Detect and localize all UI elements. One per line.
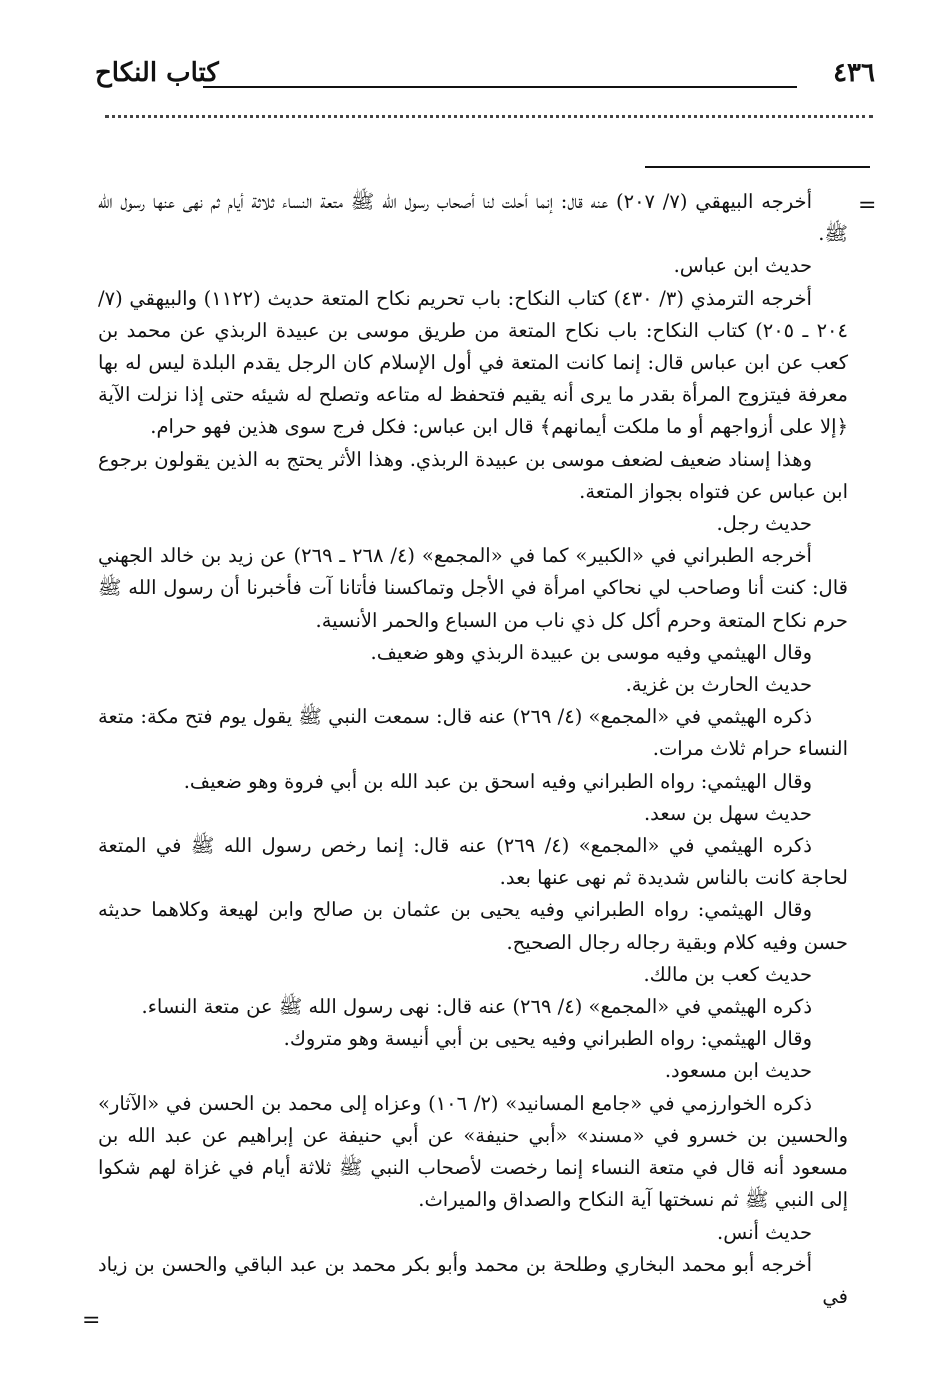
- paragraph: ذكره الخوارزمي في «جامع المسانيد» (٢/ ١٠٦) وعزاه إلى محمد بن الحسن في «الآثار» والحسين بن خسرو في «مسند» «أبي حنيفة» عن أبي حنيفة عن إبراهيم عن عبد الله بن مسعود أنه قال في متعة النساء إنما رخصت لأصحاب النبي ﷺ ثلاثة أيام في غزاة لهم شكوا إلى النبي ﷺ ثم نسختها آية النكاح والصداق والميراث.: [98, 1091, 848, 1212]
- hadith-heading: حديث رجل.: [716, 512, 812, 536]
- hadith-heading: حديث أنس.: [717, 1220, 812, 1244]
- continuation-mark-bottom: =: [82, 1308, 101, 1333]
- paragraph: وقال الهيثمي وفيه موسى بن عبيدة الربذي وهو ضعيف.: [370, 640, 812, 664]
- header-rule: [203, 86, 797, 88]
- hadith-heading: حديث ابن مسعود.: [664, 1059, 812, 1083]
- continuation-mark-top: =: [858, 193, 877, 218]
- paragraph: أخرجه الطبراني في «الكبير» كما في «المجمع» (٤/ ٢٦٨ ـ ٢٦٩) عن زيد بن خالد الجهني قال: كنت أنا وصاحب لي نحاكي امرأة في الأجل وتماكسنا فأتانا آت فأخبرنا أن رسول الله ﷺ حرم نكاح المتعة وحرم أكل كل ذي ناب من السباع والحمر الأنسية.: [98, 544, 848, 632]
- paragraph: وهذا إسناد ضعيف لضعف موسى بن عبيدة الربذي. وهذا الأثر يحتج به الذين يقولون برجوع ابن عباس عن فتواه بجواز المتعة.: [98, 447, 848, 503]
- dotted-separator: [105, 115, 873, 138]
- paragraph: أخرجه الترمذي (٣/ ٤٣٠) كتاب النكاح: باب تحريم نكاح المتعة حديث (١١٢٢) والبيهقي (٧/ ٢٠٤ ـ ٢٠٥) كتاب النكاح: باب نكاح المتعة من طريق موسى بن عبيدة الربذي عن محمد بن كعب عن ابن عباس قال: إنما كانت المتعة في أول الإسلام كان الرجل يقدم البلدة ليس له بها معرفة فيتزوج المرأة بقدر ما يرى أنه يقيم فتحفظ له متاعه وتصلح له شيئه حتى إذا نزلت الآية ﴿إلا على أزواجهم أو ما ملكت أيمانهم﴾ قال ابن عباس: فكل فرج سوى هذين فهو حرام.: [98, 286, 848, 439]
- paragraph: وقال الهيثمي: رواه الطبراني وفيه يحيى بن عثمان بن صالح وابن لهيعة وكلاهما حديثه حسن وفيه كلام وبقية رجاله رجال الصحيح.: [98, 898, 848, 954]
- footnote-rule: [645, 166, 870, 168]
- paragraph: وقال الهيثمي: رواه الطبراني وفيه يحيى بن أبي أنيسة وهو متروك.: [283, 1027, 812, 1051]
- paragraph: أخرجه أبو محمد البخاري وطلحة بن محمد وأبو بكر محمد بن عبد الباقي والحسن بن زياد في: [98, 1252, 848, 1308]
- paragraph: أخرجه البيهقي (٧/ ٢٠٧) عنه قال: إنما أحلت لنا أصحاب رسول الله ﷺ متعة النساء ثلاثة أيام ثم نهى عنها رسول الله ﷺ.: [98, 190, 848, 246]
- paragraph: وقال الهيثمي: رواه الطبراني وفيه اسحق بن عبد الله بن أبي فروة وهو ضعيف.: [183, 769, 812, 793]
- hadith-heading: حديث الحارث بن غزية.: [625, 673, 812, 697]
- paragraph: ذكره الهيثمي في «المجمع» (٤/ ٢٦٩) عنه قال: نهى رسول الله ﷺ عن متعة النساء.: [141, 995, 812, 1019]
- paragraph: ذكره الهيثمي في «المجمع» (٤/ ٢٦٩) عنه قال: سمعت النبي ﷺ يقول يوم فتح مكة: متعة النساء حرام ثلاث مرات.: [98, 705, 848, 761]
- page-header: [95, 56, 875, 96]
- footnote-body: [98, 186, 848, 1313]
- hadith-heading: حديث كعب بن مالك.: [643, 962, 812, 986]
- book-title: كتاب النكاح: [95, 58, 219, 88]
- paragraph: ذكره الهيثمي في «المجمع» (٤/ ٢٦٩) عنه قال: إنما رخص رسول الله ﷺ في المتعة لحاجة كانت بالناس شديدة ثم نهى عنها بعد.: [98, 834, 848, 890]
- page-number: ٤٣٦: [833, 58, 875, 88]
- hadith-heading: حديث سهل بن سعد.: [643, 801, 812, 825]
- hadith-heading: حديث ابن عباس.: [673, 254, 812, 278]
